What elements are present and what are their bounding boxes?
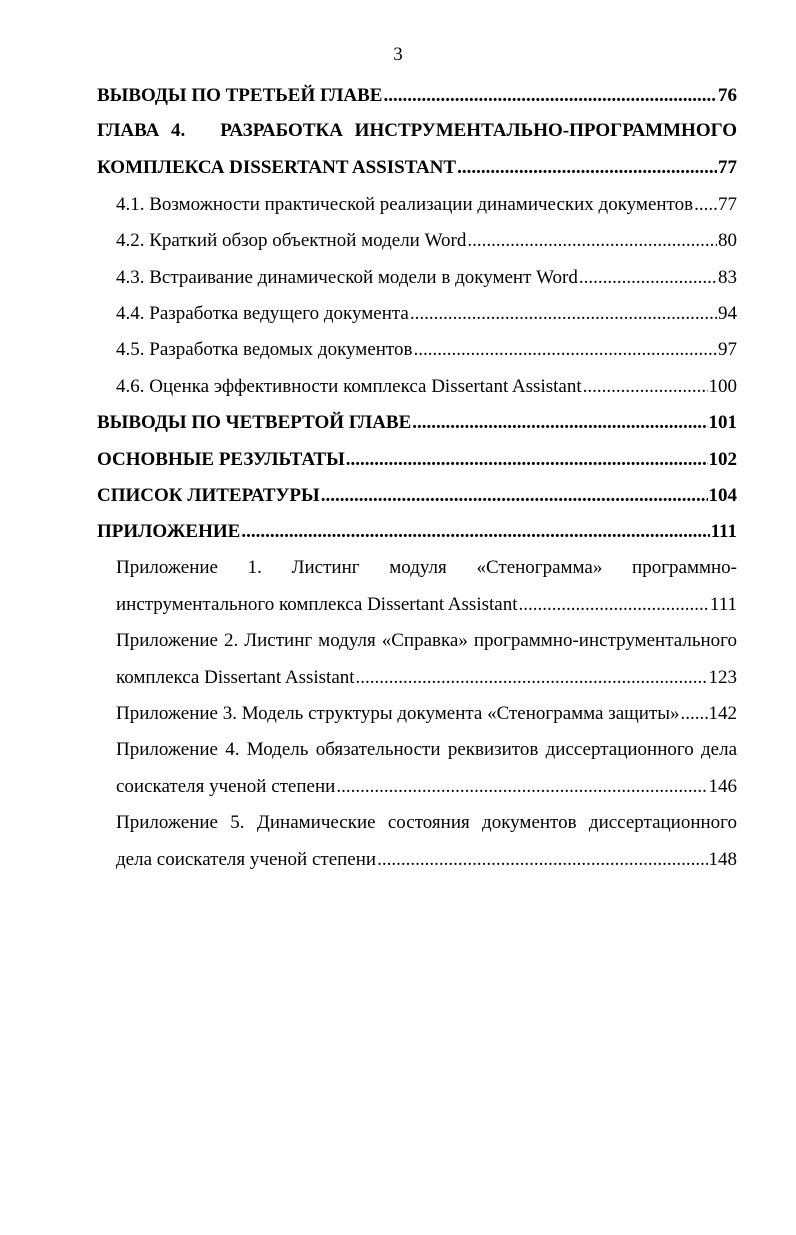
dot-leader [579,268,717,287]
toc-entry-title: 4.2. Краткий обзор объектной модели Word [116,230,467,252]
table-of-contents [97,77,737,878]
dot-leader [583,377,708,396]
toc-entry-page: 104 [708,484,737,506]
toc-entry-title: 4.6. Оценка эффективности комплекса Dissertant Assistant [116,375,582,397]
toc-entry-title: 4.5. Разработка ведомых документов [116,339,413,361]
toc-entry-title: Приложение 1. Листинг модуля «Стенограмма» программно- [116,557,737,579]
toc-entry-page: 148 [708,848,737,870]
toc-entry-appendix[interactable] [97,514,737,550]
toc-entry-title: ВЫВОДЫ ПО ТРЕТЬЕЙ ГЛАВЕ [97,84,383,106]
toc-entry-title: 4.4. Разработка ведущего документа [116,303,409,325]
toc-entry-page: 77 [718,193,737,215]
toc-entry-main-results[interactable] [97,441,737,477]
page-number: 3 [393,44,403,65]
toc-entry-appendix-4[interactable] [97,732,737,768]
toc-entry-page: 101 [708,412,737,434]
toc-entry-title: ПРИЛОЖЕНИЕ [97,521,241,543]
toc-entry-page: 76 [718,84,737,106]
dot-leader [410,304,717,323]
dot-leader [681,704,708,723]
toc-entry-page: 83 [718,266,737,288]
toc-entry-conclusions-chapter-4[interactable] [97,405,737,441]
toc-entry-chapter-4-heading[interactable] [97,113,737,149]
toc-entry-title: Приложение 3. Модель структуры документа «Стенограмма защиты» [116,703,680,725]
dot-leader [346,450,708,469]
dot-leader [377,850,707,869]
toc-entry-title: ВЫВОДЫ ПО ЧЕТВЕРТОЙ ГЛАВЕ [97,412,412,434]
toc-entry-title: Приложение 5. Динамические состояния документов диссертационного [116,811,737,833]
dot-leader [336,777,707,796]
toc-entry-title: ОСНОВНЫЕ РЕЗУЛЬТАТЫ [97,448,345,470]
toc-entry-4-2[interactable] [97,223,737,259]
dot-leader [412,413,707,432]
dot-leader [413,340,717,359]
toc-entry-page: 123 [708,666,737,688]
toc-entry-page: 102 [708,448,737,470]
toc-entry-4-4[interactable] [97,295,737,331]
toc-entry-appendix-5[interactable] [97,805,737,841]
toc-entry-title: 4.1. Возможности практической реализации динамических документов [116,193,694,215]
toc-entry-title: комплекса Dissertant Assistant [116,666,355,688]
toc-entry-title: СПИСОК ЛИТЕРАТУРЫ [97,484,320,506]
toc-entry-page: 100 [708,375,737,397]
toc-entry-title: ГЛАВА 4. РАЗРАБОТКА ИНСТРУМЕНТАЛЬНО-ПРОГРАММНОГО [97,120,737,142]
toc-entry-appendix-2[interactable] [97,623,737,659]
toc-entry-page: 94 [718,303,737,325]
dot-leader [241,522,709,541]
toc-entry-4-5[interactable] [97,332,737,368]
toc-entry-title: КОМПЛЕКСА DISSERTANT ASSISTANT [97,157,457,179]
toc-entry-page: 77 [718,157,737,179]
dot-leader [694,195,717,214]
toc-entry-page: 97 [718,339,737,361]
toc-entry-appendix-2-cont[interactable] [97,659,737,695]
toc-entry-4-1[interactable] [97,186,737,222]
toc-entry-4-3[interactable] [97,259,737,295]
dot-leader [321,486,708,505]
toc-entry-page: 146 [708,776,737,798]
toc-entry-page: 142 [708,703,737,725]
toc-entry-references[interactable] [97,477,737,513]
toc-entry-page: 80 [718,230,737,252]
dot-leader [457,158,717,177]
toc-entry-appendix-5-cont[interactable] [97,841,737,877]
dot-leader [356,668,708,687]
toc-entry-title: Приложение 4. Модель обязательности реквизитов диссертационного дела [116,739,737,761]
toc-entry-appendix-1[interactable] [97,550,737,586]
toc-entry-conclusions-chapter-3[interactable] [97,77,737,113]
dot-leader [518,595,708,614]
dot-leader [383,86,717,105]
toc-entry-title: 4.3. Встраивание динамической модели в документ Word [116,266,578,288]
toc-entry-appendix-1-cont[interactable] [97,586,737,622]
toc-entry-chapter-4-heading-cont[interactable] [97,150,737,186]
toc-entry-title: инструментального комплекса Dissertant Assistant [116,594,518,616]
toc-entry-appendix-4-cont[interactable] [97,768,737,804]
toc-entry-4-6[interactable] [97,368,737,404]
toc-entry-page: 111 [710,521,737,543]
toc-entry-title: дела соискателя ученой степени [116,848,377,870]
toc-entry-title: соискателя ученой степени [116,776,336,798]
toc-entry-appendix-3[interactable] [97,696,737,732]
toc-entry-page: 111 [709,594,737,616]
dot-leader [467,231,717,250]
toc-entry-title: Приложение 2. Листинг модуля «Справка» программно-инструментального [116,629,737,651]
